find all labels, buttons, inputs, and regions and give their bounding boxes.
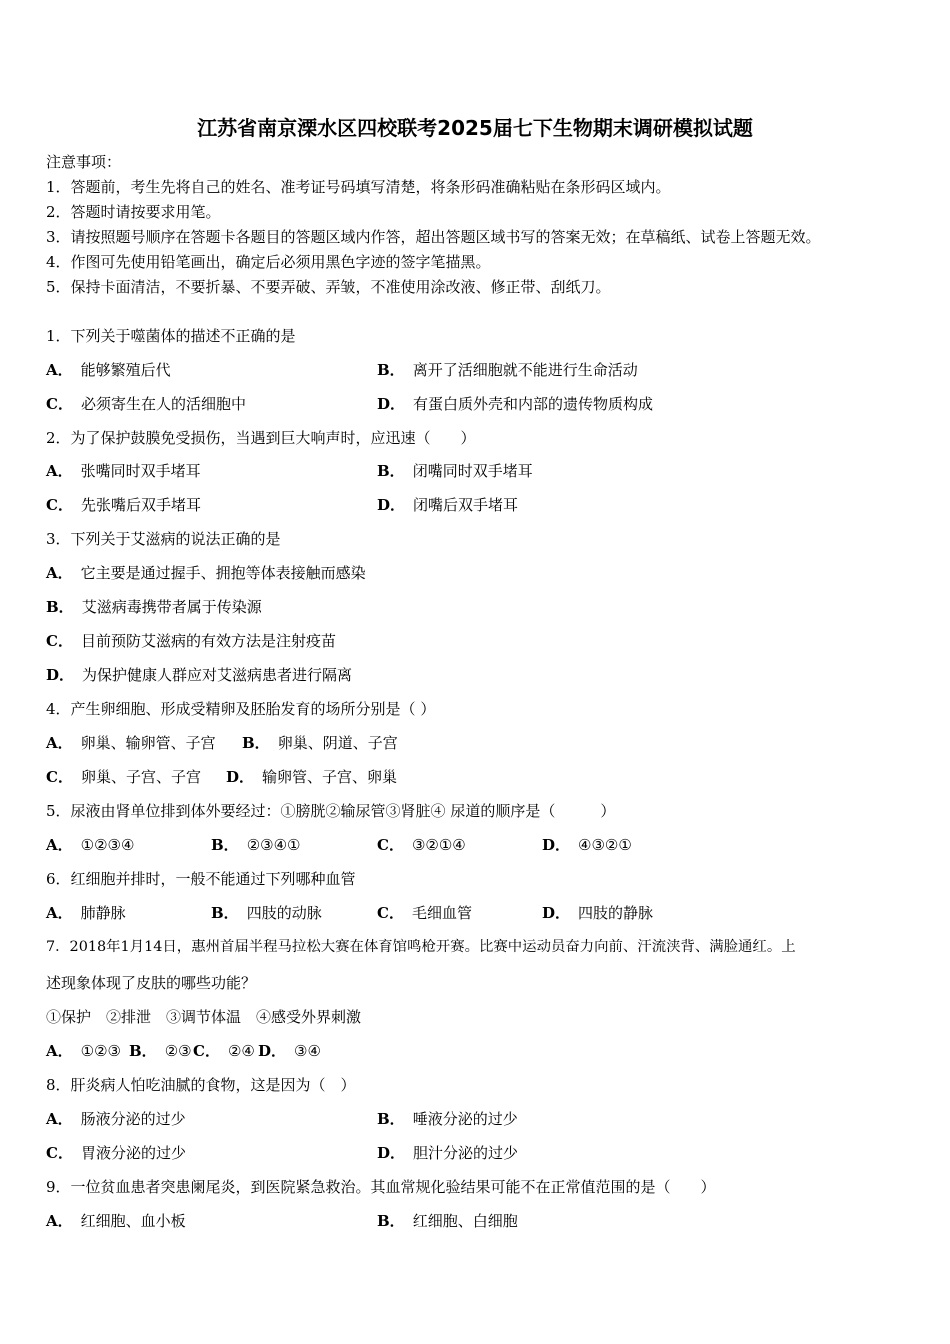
option-item [46,903,126,923]
option-text: 先张嘴后双手堵耳 [80,496,201,514]
option-item [258,1041,321,1061]
option-label: C． [46,496,73,514]
option-label: B． [46,598,74,616]
option-item [542,903,653,923]
option-text: 它主要是通过握手、拥抱等体表接触而感染 [80,564,366,582]
option-text: 目前预防艾滋病的有效方法是注射疫苗 [80,632,336,650]
option-item [377,495,518,515]
option-item [211,903,322,923]
option-label: B． [377,1212,405,1230]
option-item [46,597,262,617]
option-item [46,461,201,481]
option-label: B． [377,462,405,480]
option-label: D． [542,836,571,854]
option-label: C． [46,1144,73,1162]
option-text: ④③②① [578,836,632,854]
option-label: A． [46,462,73,480]
option-item [377,394,653,414]
option-item [46,733,216,753]
option-label: D． [258,1042,287,1060]
option-text: 卵巢、子宫、子宫 [80,768,201,786]
option-item [46,1109,186,1129]
option-text: ②④ [227,1042,255,1060]
option-text: 红细胞、血小板 [80,1212,186,1230]
option-label: B． [211,904,239,922]
option-label: B． [242,734,270,752]
option-item [46,360,171,380]
option-text: ③④ [294,1042,321,1060]
option-item [46,631,336,651]
option-text: 红细胞、白细胞 [412,1212,518,1230]
option-text: ②③ [164,1042,192,1060]
option-text: 卵巢、输卵管、子宫 [80,734,216,752]
question-stem: 9．一位贫血患者突患阑尾炎，到医院紧急救治。其血常规化验结果可能不在正常值范围的是（ ） [46,1178,716,1196]
question-stem: 8．肝炎病人怕吃油腻的食物，这是因为（ ） [46,1076,356,1094]
question-stem: 6．红细胞并排时，一般不能通过下列哪种血管 [46,870,356,888]
option-label: C． [46,395,73,413]
option-text: 毛细血管 [411,904,472,922]
option-label: A． [46,361,73,379]
option-item [377,1109,518,1129]
option-item [46,1143,186,1163]
option-item [46,767,201,787]
option-item [542,835,632,855]
question-stem: 5．尿液由肾单位排到体外要经过：①膀胱②输尿管③肾脏④ 尿道的顺序是（ ） [46,802,616,820]
question-stem: 3．下列关于艾滋病的说法正确的是 [46,530,281,548]
option-item [242,733,398,753]
option-label: A． [46,564,73,582]
notice-item: 3．请按照题号顺序在答题卡各题目的答题区域内作答，超出答题区域书写的答案无效；在草稿纸、试卷上答题无效。 [46,228,821,246]
notice-item: 4．作图可先使用铅笔画出，确定后必须用黑色字迹的签字笔描黑。 [46,253,491,271]
option-item [46,495,201,515]
question-stem-continued: 述现象体现了皮肤的哪些功能？ [46,974,257,992]
option-label: A． [46,1042,73,1060]
option-text: 卵巢、阴道、子宫 [277,734,398,752]
option-label: C． [46,632,73,650]
option-label: C． [46,768,73,786]
option-item [46,1211,186,1231]
option-label: A． [46,836,73,854]
option-label: D． [542,904,571,922]
option-item [377,835,466,855]
option-text: ③②①④ [411,836,466,854]
page-title: 江苏省南京溧水区四校联考2025届七下生物期末调研模拟试题 [197,116,753,140]
option-label: D． [377,496,406,514]
notice-item: 2．答题时请按要求用笔。 [46,203,221,221]
option-text: 张嘴同时双手堵耳 [80,462,201,480]
option-label: D． [377,395,406,413]
option-item [377,461,533,481]
option-label: A． [46,734,73,752]
option-text: 胃液分泌的过少 [80,1144,186,1162]
question-stem: 1．下列关于噬菌体的描述不正确的是 [46,327,296,345]
option-label: B． [377,1110,405,1128]
option-item [46,563,366,583]
option-item [193,1041,255,1061]
option-text: 肠液分泌的过少 [80,1110,186,1128]
option-item [46,665,352,685]
option-text: 四肢的静脉 [578,904,654,922]
option-text: 有蛋白质外壳和内部的遗传物质构成 [413,395,654,413]
option-text: 艾滋病毒携带者属于传染源 [81,598,262,616]
option-item [377,360,638,380]
notice-heading: 注意事项： [46,153,122,171]
option-text: ①②③④ [80,836,135,854]
question-stem: 2．为了保护鼓膜免受损伤，当遇到巨大响声时，应迅速（ ） [46,429,476,447]
option-item [377,1211,518,1231]
option-item [211,835,300,855]
option-label: A． [46,1110,73,1128]
option-text: ②③④① [246,836,301,854]
option-text: 离开了活细胞就不能进行生命活动 [412,361,638,379]
option-text: 闭嘴同时双手堵耳 [412,462,533,480]
option-text: 输卵管、子宫、卵巢 [262,768,398,786]
option-text: 四肢的动脉 [246,904,322,922]
option-text: 必须寄生在人的活细胞中 [80,395,246,413]
option-text: 唾液分泌的过少 [412,1110,518,1128]
option-label: D． [377,1144,406,1162]
option-label: C． [193,1042,220,1060]
option-item [46,394,246,414]
question-stem: 7．2018年1月14日，惠州首届半程马拉松大赛在体育馆鸣枪开赛。比赛中运动员奋力向前、汗流浃背、满脸通红。上 [46,939,796,955]
option-label: C． [377,904,404,922]
option-label: A． [46,904,73,922]
option-label: A． [46,1212,73,1230]
option-item [377,1143,518,1163]
option-item [46,1041,121,1061]
option-item [46,835,134,855]
option-label: B． [377,361,405,379]
option-item [377,903,472,923]
notice-item: 1．答题前，考生先将自己的姓名、准考证号码填写清楚，将条形码准确粘贴在条形码区域内。 [46,178,671,196]
notice-item: 5．保持卡面清洁，不要折暴、不要弄破、弄皱，不准使用涂改液、修正带、刮纸刀。 [46,278,611,296]
option-text: 为保护健康人群应对艾滋病患者进行隔离 [82,666,353,684]
question-stem: 4．产生卵细胞、形成受精卵及胚胎发育的场所分别是（ ） [46,700,436,718]
option-text: ①②③ [80,1042,121,1060]
option-text: 胆汁分泌的过少 [413,1144,519,1162]
question-choices: ①保护 ②排泄 ③调节体温 ④感受外界刺激 [46,1008,362,1026]
option-item [129,1041,192,1061]
option-item [226,767,397,787]
option-label: D． [226,768,255,786]
option-text: 闭嘴后双手堵耳 [413,496,519,514]
option-label: C． [377,836,404,854]
option-label: D． [46,666,75,684]
option-text: 能够繁殖后代 [80,361,171,379]
option-text: 肺静脉 [80,904,126,922]
option-label: B． [129,1042,157,1060]
option-label: B． [211,836,239,854]
